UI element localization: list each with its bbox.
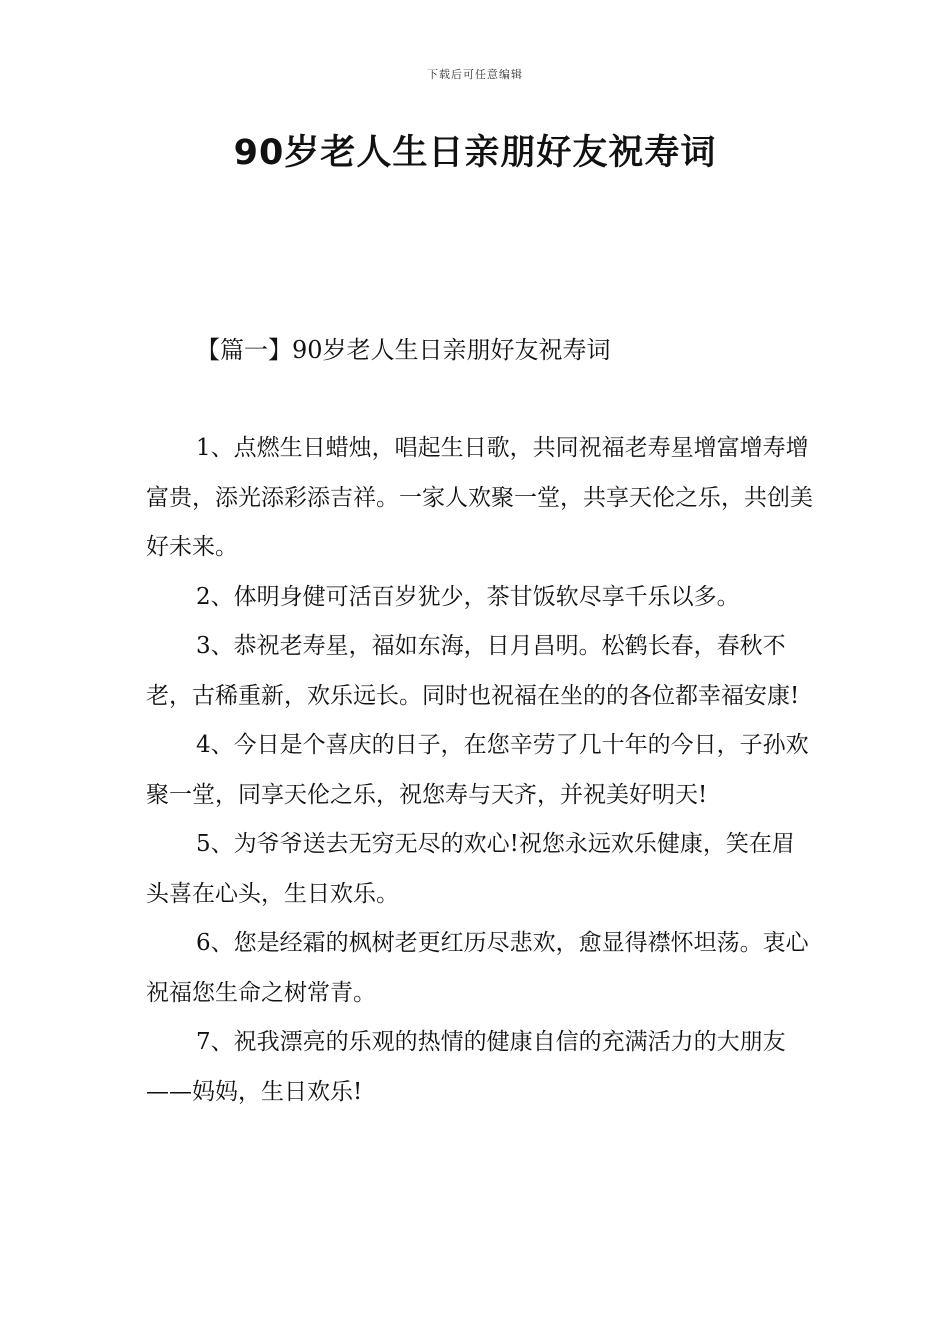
document-title: 90岁老人生日亲朋好友祝寿词 (233, 133, 717, 173)
section-heading: 【篇一】90岁老人生日亲朋好友祝寿词 (196, 336, 611, 364)
paragraph-2: 2、体明身健可活百岁犹少，茶甘饭软尽享千乐以多。 (196, 583, 740, 610)
header-note: 下载后可任意编辑 (427, 68, 523, 81)
paragraph-3: 3、恭祝老寿星，福如东海，日月昌明。松鹤长春，春秋不老，古稀重新，欢乐远长。同时也祝福在坐的的各位都幸福安康! (146, 633, 800, 709)
paragraph-1: 1、点燃生日蜡烛，唱起生日歌，共同祝福老寿星增富增寿增富贵，添光添彩添吉祥。一家人欢聚一堂，共享天伦之乐，共创美好未来。 (146, 435, 813, 560)
paragraph-6: 6、您是经霜的枫树老更红历尽悲欢，愈显得襟怀坦荡。衷心祝福您生命之树常青。 (146, 930, 809, 1006)
paragraph-4: 4、今日是个喜庆的日子，在您辛劳了几十年的今日，子孙欢聚一堂，同享天伦之乐，祝您寿与天齐，并祝美好明天! (146, 732, 809, 808)
paragraph-5: 5、为爷爷送去无穷无尽的欢心!祝您永远欢乐健康，笑在眉头喜在心头，生日欢乐。 (146, 831, 795, 907)
document-body (146, 424, 814, 1117)
paragraph-7: 7、祝我漂亮的乐观的热情的健康自信的充满活力的大朋友——妈妈，生日欢乐! (146, 1029, 786, 1105)
